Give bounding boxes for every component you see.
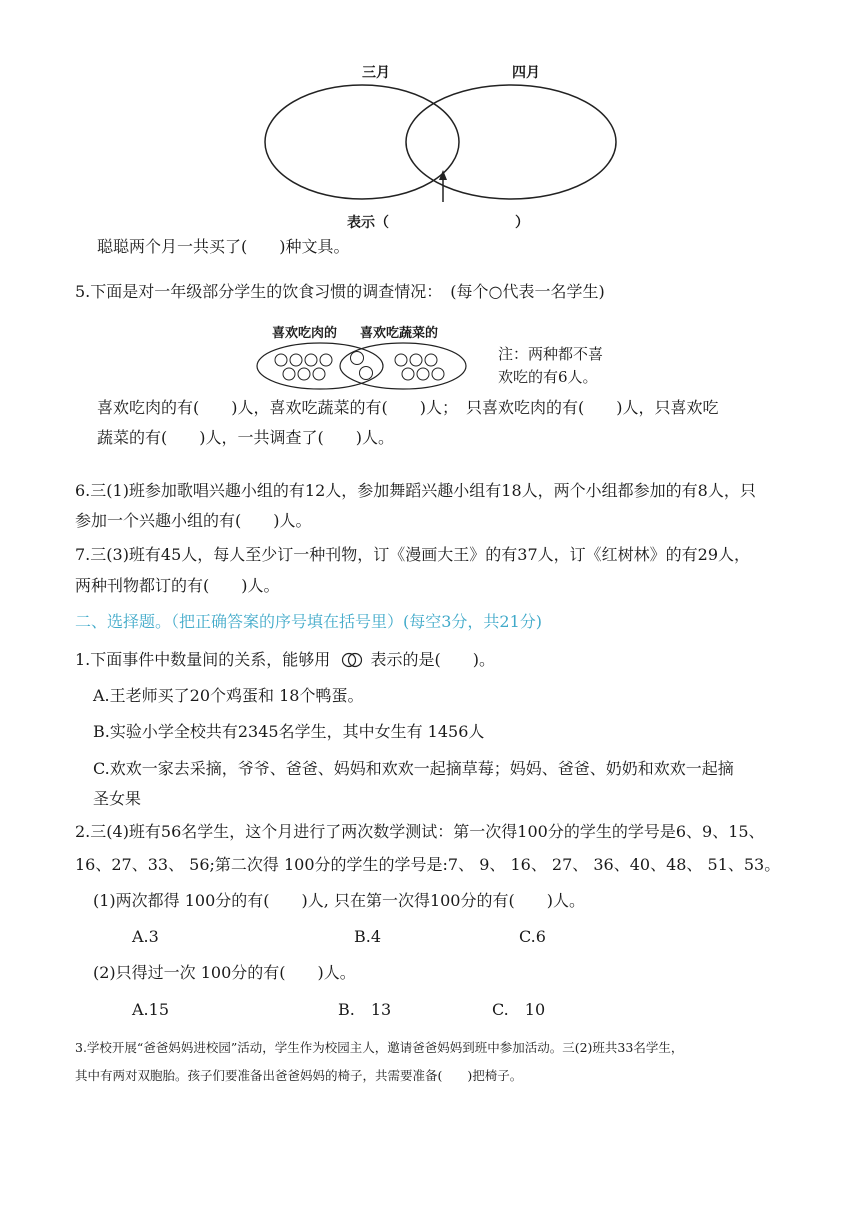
student-circle — [298, 368, 310, 380]
section-title-choice: 二、选择题。（把正确答案的序号填在括号里）(每空3分，共21分) — [75, 612, 543, 631]
q4-question: 聪聪两个月一共买了( )种文具。 — [97, 237, 350, 256]
q5-line1: 喜欢吃肉的有( )人，喜欢吃蔬菜的有( )人； 只喜欢吃肉的有( )人，只喜欢吃 — [97, 398, 719, 417]
student-circles-both — [351, 352, 373, 380]
venn-caption-open: 表示（ — [347, 215, 389, 231]
student-circle — [275, 354, 287, 366]
student-circle — [283, 368, 295, 380]
venn-caption-close: ） — [515, 215, 529, 231]
student-circle — [305, 354, 317, 366]
student-circle — [417, 368, 429, 380]
student-circle — [290, 354, 302, 366]
mc1-stem — [75, 650, 495, 670]
mc1-stem-after: 表示的是( )。 — [370, 650, 495, 669]
mc2-sub2-option-b: B. 13 — [338, 1000, 392, 1019]
q5-label-meat: 喜欢吃肉的 — [272, 326, 338, 341]
mc2-line2: 16、27、33、 56;第二次得 100分的学生的学号是:7、 9、 16、 27、 36、40、48、 51、53。 — [75, 855, 781, 874]
q5-note-line2: 欢吃的有6人。 — [498, 368, 598, 386]
student-circle — [320, 354, 332, 366]
mc2-sub2-option-c: C. 10 — [492, 1000, 546, 1019]
mc2-sub1-option-c: C.6 — [519, 927, 546, 946]
student-circle — [432, 368, 444, 380]
q5-note-line1: 注：两种都不喜 — [498, 345, 604, 363]
q5-label-veg: 喜欢吃蔬菜的 — [360, 326, 439, 341]
mc1-option-a: A.王老师买了20个鸡蛋和 18个鸭蛋。 — [93, 686, 364, 705]
venn-ellipse-meat — [257, 343, 383, 389]
q7-line2: 两种刊物都订的有( )人。 — [75, 576, 280, 595]
student-circle — [351, 352, 364, 365]
mc1-stem-before: 1.下面事件中数量间的关系，能够用 — [75, 650, 331, 669]
student-circle — [410, 354, 422, 366]
student-circle — [395, 354, 407, 366]
mc2-line1: 2.三(4)班有56名学生，这个月进行了两次数学测试：第一次得100分的学生的学号是6、9、15、 — [75, 822, 765, 841]
q6-line2: 参加一个兴趣小组的有( )人。 — [75, 511, 312, 530]
venn-label-april: 四月 — [512, 65, 540, 81]
student-circle — [360, 367, 373, 380]
student-circles-veg — [395, 354, 444, 380]
q5-stem: 5.下面是对一年级部分学生的饮食习惯的调查情况： (每个○代表一名学生) — [75, 282, 605, 301]
venn-symbol-icon — [341, 652, 363, 668]
mc2-sub1: (1)两次都得 100分的有( )人, 只在第一次得100分的有( )人。 — [93, 891, 585, 910]
mc1-option-c-line2: 圣女果 — [93, 789, 142, 808]
mc1-option-c-line1: C.欢欢一家去采摘，爷爷、爸爸、妈妈和欢欢一起摘草莓；妈妈、爸爸、奶奶和欢欢一起摘 — [93, 759, 734, 778]
mc1-option-b: B.实验小学全校共有2345名学生，其中女生有 1456人 — [93, 722, 485, 741]
venn-label-march: 三月 — [362, 65, 390, 81]
student-circles-meat — [275, 354, 332, 380]
venn-diagram-food — [0, 0, 860, 400]
student-circle — [402, 368, 414, 380]
mc2-sub1-option-b: B.4 — [354, 927, 382, 946]
q7-line1: 7.三(3)班有45人，每人至少订一种刊物，订《漫画大王》的有37人，订《红树林》的有29人， — [75, 545, 751, 564]
student-circle — [313, 368, 325, 380]
mc3-line1: 3.学校开展“爸爸妈妈进校园”活动，学生作为校园主人，邀请爸爸妈妈到班中参加活动。三(2)班共33名学生， — [75, 1040, 684, 1055]
mc2-sub2-option-a: A.15 — [132, 1000, 169, 1019]
mc3-line2: 其中有两对双胞胎。孩子们要准备出爸爸妈妈的椅子，共需要准备( )把椅子。 — [75, 1068, 523, 1083]
q6-line1: 6.三(1)班参加歌唱兴趣小组的有12人，参加舞蹈兴趣小组有18人，两个小组都参加的有8人，只 — [75, 481, 756, 500]
q5-line2: 蔬菜的有( )人，一共调查了( )人。 — [97, 428, 394, 447]
mc2-sub2: (2)只得过一次 100分的有( )人。 — [93, 963, 356, 982]
mc2-sub1-option-a: A.3 — [132, 927, 159, 946]
student-circle — [425, 354, 437, 366]
